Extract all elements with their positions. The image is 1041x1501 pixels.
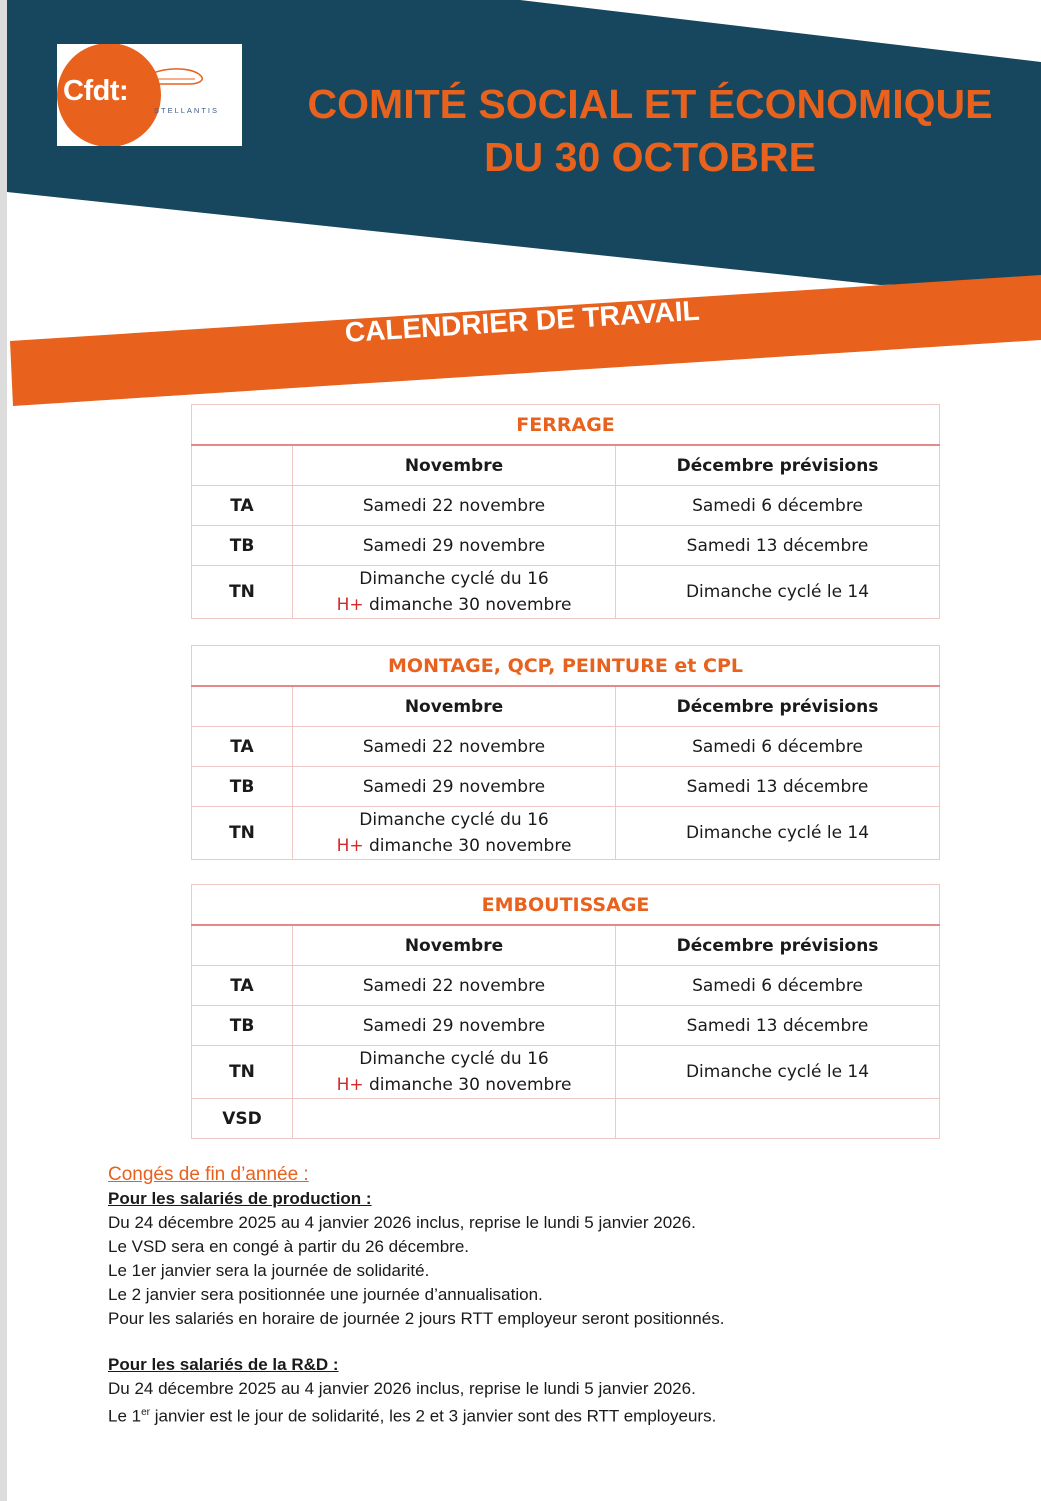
- shift-label: TN: [192, 566, 293, 619]
- shift-label: VSD: [192, 1099, 293, 1139]
- novembre-cell: Samedi 22 novembre: [293, 727, 616, 767]
- decembre-cell: Dimanche cyclé le 14: [616, 807, 940, 860]
- table-section-title: MONTAGE, QCP, PEINTURE et CPL: [192, 646, 940, 687]
- production-line: Le 2 janvier sera positionnée une journée d’annualisation.: [108, 1285, 543, 1304]
- table-row: [192, 1099, 940, 1139]
- column-header-novembre: Novembre: [293, 925, 616, 966]
- production-line: Le VSD sera en congé à partir du 26 décembre.: [108, 1237, 469, 1256]
- production-heading: Pour les salariés de production :: [108, 1189, 372, 1208]
- rd-line-2-superscript: er: [141, 1407, 150, 1418]
- production-line: Le 1er janvier sera la journée de solidarité.: [108, 1261, 430, 1280]
- novembre-cell: [293, 807, 616, 860]
- table-row: [192, 486, 940, 526]
- novembre-line-2-text: dimanche 30 novembre: [363, 1075, 572, 1095]
- shift-label: TA: [192, 727, 293, 767]
- shift-label: TA: [192, 486, 293, 526]
- cfdt-stellantis-logo: [57, 44, 242, 146]
- novembre-line-1: Dimanche cyclé du 16: [359, 1049, 549, 1069]
- h-plus-marker: H+: [336, 595, 364, 615]
- rd-line: Du 24 décembre 2025 au 4 janvier 2026 inclus, reprise le lundi 5 janvier 2026.: [108, 1379, 696, 1398]
- h-plus-marker: H+: [336, 836, 364, 856]
- h-plus-marker: H+: [336, 1075, 364, 1095]
- table-row: [192, 966, 940, 1006]
- decembre-cell: Samedi 6 décembre: [616, 966, 940, 1006]
- schedule-table-ferrage: [191, 404, 940, 619]
- table-header-row: [192, 925, 940, 966]
- orange-band: [10, 275, 1041, 406]
- table-header-row: [192, 445, 940, 486]
- novembre-cell: Samedi 22 novembre: [293, 966, 616, 1006]
- rd-line-2-end: janvier est le jour de solidarité, les 2 et 3 janvier sont des RTT employeurs.: [150, 1406, 717, 1426]
- decembre-cell: Dimanche cyclé le 14: [616, 566, 940, 619]
- rd-heading: Pour les salariés de la R&D :: [108, 1355, 339, 1374]
- novembre-line-1: Dimanche cyclé du 16: [359, 810, 549, 830]
- table-header-row: [192, 686, 940, 727]
- novembre-cell: [293, 566, 616, 619]
- novembre-line-1: Dimanche cyclé du 16: [359, 569, 549, 589]
- column-header-decembre: Décembre prévisions: [616, 445, 940, 486]
- title-line-2: DU 30 OCTOBRE: [484, 134, 816, 180]
- column-header-shift: [192, 925, 293, 966]
- schedule-table-emboutissage: [191, 884, 940, 1139]
- shift-label: TN: [192, 1046, 293, 1099]
- novembre-line-2: [293, 592, 615, 618]
- shift-label: TB: [192, 1006, 293, 1046]
- table-row: [192, 1006, 940, 1046]
- column-header-decembre: Décembre prévisions: [616, 686, 940, 727]
- table-row: [192, 1046, 940, 1099]
- novembre-cell: Samedi 22 novembre: [293, 486, 616, 526]
- table-row: [192, 727, 940, 767]
- decembre-cell: [616, 1099, 940, 1139]
- shift-label: TB: [192, 767, 293, 807]
- decembre-cell: Samedi 13 décembre: [616, 1006, 940, 1046]
- novembre-cell: Samedi 29 novembre: [293, 1006, 616, 1046]
- schedule-table-montage: [191, 645, 940, 860]
- table-section-title: EMBOUTISSAGE: [192, 885, 940, 926]
- novembre-cell: Samedi 29 novembre: [293, 526, 616, 566]
- conges-heading: Congés de fin d’année :: [108, 1164, 309, 1185]
- novembre-cell: [293, 1046, 616, 1099]
- section-banner-title: CALENDRIER DE TRAVAIL: [343, 294, 701, 349]
- novembre-line-2: [293, 1072, 615, 1098]
- year-end-leave-section: [108, 1163, 988, 1429]
- spacer: [108, 1331, 988, 1353]
- rd-line: [108, 1401, 988, 1429]
- production-line: Du 24 décembre 2025 au 4 janvier 2026 inclus, reprise le lundi 5 janvier 2026.: [108, 1213, 696, 1232]
- decembre-cell: Samedi 6 décembre: [616, 727, 940, 767]
- production-line: Pour les salariés en horaire de journée 2 jours RTT employeur seront positionnés.: [108, 1309, 725, 1328]
- column-header-shift: [192, 445, 293, 486]
- shift-label: TB: [192, 526, 293, 566]
- table-section-title: FERRAGE: [192, 405, 940, 446]
- decembre-cell: Dimanche cyclé le 14: [616, 1046, 940, 1099]
- logo-cfdt-text: Cfdt:: [63, 75, 129, 107]
- page-title: [240, 78, 1041, 184]
- table-row: [192, 526, 940, 566]
- table-row: [192, 807, 940, 860]
- column-header-shift: [192, 686, 293, 727]
- shift-label: TN: [192, 807, 293, 860]
- decembre-cell: Samedi 13 décembre: [616, 767, 940, 807]
- decembre-cell: Samedi 6 décembre: [616, 486, 940, 526]
- car-outline-icon: [149, 62, 209, 102]
- logo-stellantis-text: STELLANTIS: [154, 106, 220, 115]
- novembre-cell: Samedi 29 novembre: [293, 767, 616, 807]
- rd-line-2-start: Le 1: [108, 1406, 142, 1426]
- shift-label: TA: [192, 966, 293, 1006]
- novembre-line-2-text: dimanche 30 novembre: [363, 836, 572, 856]
- table-row: [192, 566, 940, 619]
- table-row: [192, 767, 940, 807]
- decembre-cell: Samedi 13 décembre: [616, 526, 940, 566]
- title-line-1: COMITÉ SOCIAL ET ÉCONOMIQUE: [307, 81, 993, 127]
- column-header-decembre: Décembre prévisions: [616, 925, 940, 966]
- column-header-novembre: Novembre: [293, 445, 616, 486]
- novembre-line-2-text: dimanche 30 novembre: [363, 595, 572, 615]
- novembre-cell: [293, 1099, 616, 1139]
- novembre-line-2: [293, 833, 615, 859]
- column-header-novembre: Novembre: [293, 686, 616, 727]
